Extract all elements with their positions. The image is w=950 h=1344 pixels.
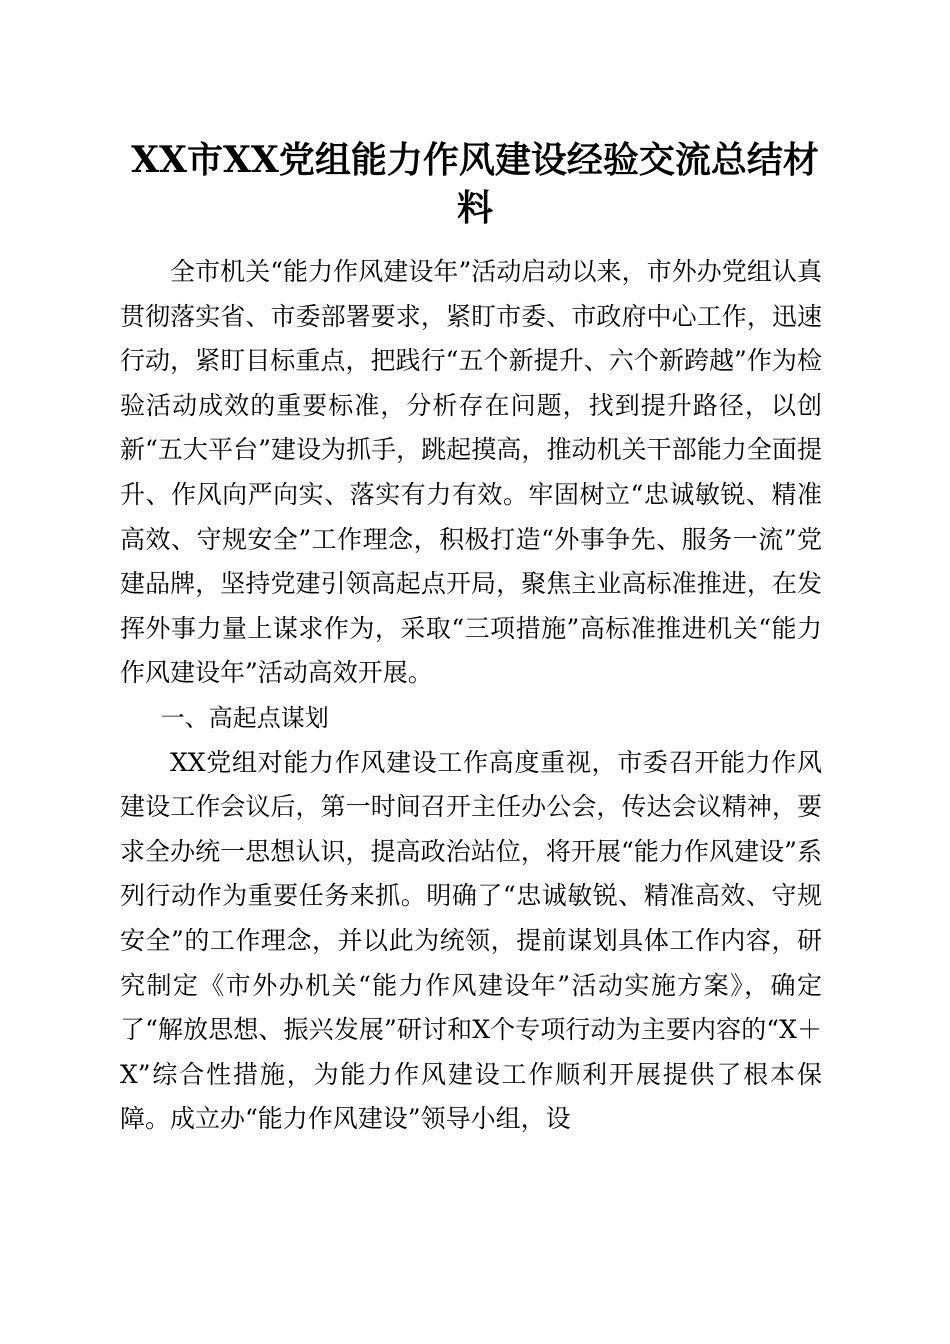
document-body <box>120 250 822 1142</box>
document-title: XX市XX党组能力作风建设经验交流总结材料 <box>131 139 819 229</box>
intro-paragraph: 全市机关“能力作风建设年”活动启动以来，市外办党组认真贯彻落实省、市委部署要求，紧盯市委、市政府中心工作，迅速行动，紧盯目标重点，把践行“五个新提升、六个新跨越”作为检验活动成效的重要标准，分析存在问题，找到提升路径，以创新“五大平台”建设为抓手，跳起摸高，推动机关干部能力全面提升、作风向严向实、落实有力有效。牢固树立“忠诚敏锐、精准高效、守规安全”工作理念，积极打造“外事争先、服务一流”党建品牌，坚持党建引领高起点开局，聚焦主业高标准推进，在发挥外事力量上谋求作为，采取“三项措施”高标准推进机关“能力作风建设年”活动高效开展。 <box>120 257 822 688</box>
section-paragraph: XX党组对能力作风建设工作高度重视，市委召开能力作风建设工作会议后，第一时间召开主任办公会，传达会议精神，要求全办统一思想认识，提高政治站位，将开展“能力作风建设”系列行动作为重要任务来抓。明确了“忠诚敏锐、精准高效、守规安全”的工作理念，并以此为统领，提前谋划具体工作内容，研究制定《市外办机关“能力作风建设年”活动实施方案》，确定了“解放思想、振兴发展”研讨和X个专项行动为主要内容的“X＋X”综合性措施，为能力作风建设工作顺利开展提供了根本保障。成立办“能力作风建设”领导小组，设 <box>120 747 822 1134</box>
section-heading: 一、高起点谋划 <box>160 703 329 732</box>
